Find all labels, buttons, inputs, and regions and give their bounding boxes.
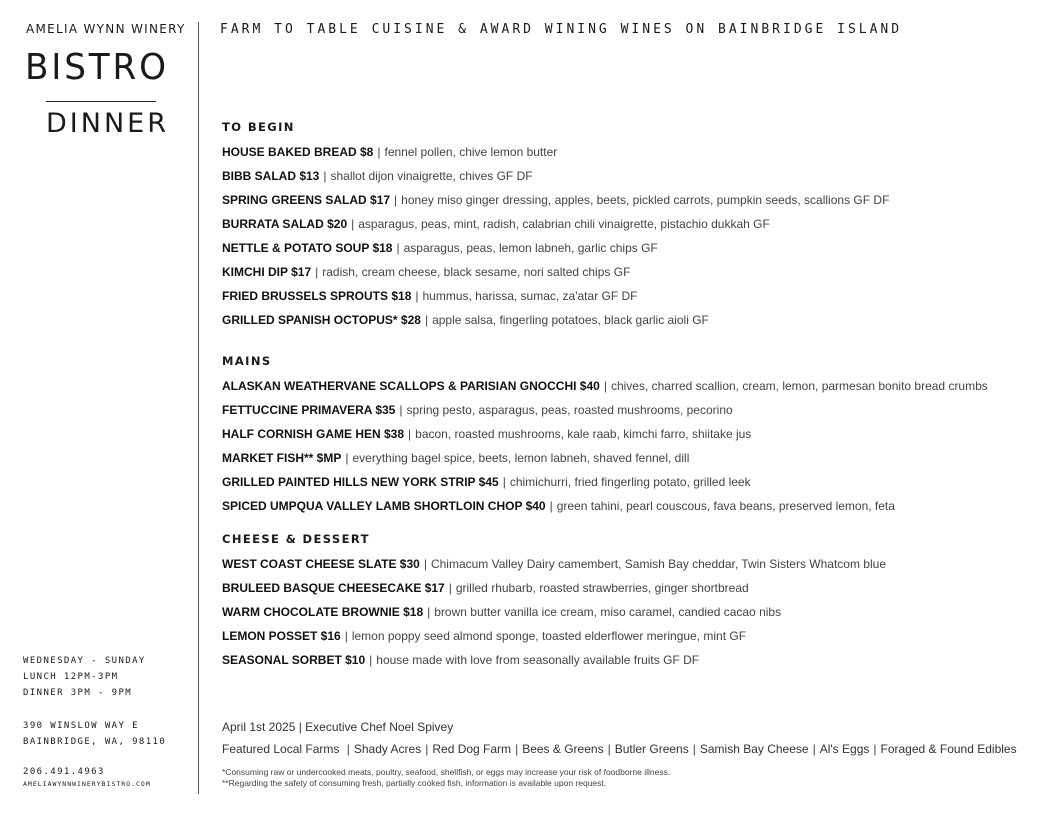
menu-item-name: SPRING GREENS SALAD $17 — [222, 193, 391, 207]
address-city: BAINBRIDGE, WA, 98110 — [23, 737, 167, 747]
menu-item — [222, 284, 1042, 308]
menu-item-name: HOUSE BAKED BREAD $8 — [222, 145, 374, 159]
section-gap — [222, 518, 1042, 530]
menu-item-description: chimichurri, fried fingerling potato, grilled leek — [509, 475, 751, 489]
farm-name: Shady Acres — [353, 742, 422, 756]
separator: | — [415, 289, 419, 303]
farms-label: Featured Local Farms — [222, 742, 340, 756]
menu-item-description: asparagus, peas, mint, radish, calabrian chili vinaigrette, pistachio dukkah GF — [358, 217, 770, 231]
hours-dinner: DINNER 3PM - 9PM — [23, 688, 133, 698]
separator: | — [423, 557, 427, 571]
menu-item-name: NETTLE & POTATO SOUP $18 — [222, 241, 393, 255]
menu-item — [222, 576, 1042, 600]
separator: | — [515, 742, 519, 756]
menu-item-description: asparagus, peas, lemon labneh, garlic chips GF — [403, 241, 658, 255]
menu-item — [222, 260, 1042, 284]
menu-item — [222, 164, 1042, 188]
separator: | — [603, 379, 607, 393]
menu-item-name: FETTUCCINE PRIMAVERA $35 — [222, 403, 396, 417]
brand-divider — [46, 101, 156, 102]
sidebar — [0, 0, 198, 816]
menu-item-description: shallot dijon vinaigrette, chives GF DF — [330, 169, 533, 183]
tagline: FARM TO TABLE CUISINE & AWARD WINING WINES ON BAINBRIDGE ISLAND — [220, 22, 903, 37]
contact-block — [23, 765, 151, 789]
menu-item-description: Chimacum Valley Dairy camembert, Samish Bay cheddar, Twin Sisters Whatcom blue — [430, 557, 886, 571]
menu-item — [222, 624, 1042, 648]
menu-item-description: brown butter vanilla ice cream, miso caramel, candied cacao nibs — [434, 605, 782, 619]
disclaimer-fish: **Regarding the safety of consuming fresh, partially cooked fish, information is available upon request. — [222, 778, 607, 788]
separator: | — [394, 193, 398, 207]
separator: | — [692, 742, 696, 756]
separator: | — [323, 169, 327, 183]
menu-item-name: MARKET FISH** $MP — [222, 451, 342, 465]
address-street: 390 WINSLOW WAY E — [23, 721, 139, 731]
menu-item — [222, 140, 1042, 164]
separator: | — [408, 427, 412, 441]
menu-item-name: SEASONAL SORBET $10 — [222, 653, 366, 667]
menu-item — [222, 188, 1042, 212]
menu-item — [222, 494, 1042, 518]
separator: | — [425, 742, 429, 756]
farm-name: Red Dog Farm — [432, 742, 512, 756]
separator: | — [812, 742, 816, 756]
menu-item-name: HALF CORNISH GAME HEN $38 — [222, 427, 405, 441]
menu-item-description: house made with love from seasonally available fruits GF DF — [376, 653, 700, 667]
menu-item — [222, 212, 1042, 236]
separator: | — [396, 241, 400, 255]
menu-item-description: bacon, roasted mushrooms, kale raab, kimchi farro, shiitake jus — [415, 427, 752, 441]
menu-item — [222, 374, 1042, 398]
menu-item-description: hummus, harissa, sumac, za'atar GF DF — [422, 289, 638, 303]
section-title: MAINS — [222, 354, 272, 368]
hours-block — [23, 653, 146, 701]
farm-name: Al's Eggs — [819, 742, 870, 756]
menu-item-name: GRILLED PAINTED HILLS NEW YORK STRIP $45 — [222, 475, 499, 489]
separator: | — [424, 313, 429, 327]
menu-item-description: honey miso ginger dressing, apples, beets, pickled carrots, pumpkin seeds, scallions GF DF — [401, 193, 890, 207]
menu-item-name: BURRATA SALAD $20 — [222, 217, 348, 231]
menu-item-name: BRULEED BASQUE CHEESECAKE $17 — [222, 581, 445, 595]
separator: | — [399, 403, 403, 417]
separator: | — [549, 499, 553, 513]
menu-item — [222, 422, 1042, 446]
menu-item — [222, 470, 1042, 494]
separator: | — [427, 605, 431, 619]
farm-name: Butler Greens — [614, 742, 689, 756]
separator: | — [315, 265, 319, 279]
menu-item-description: apple salsa, fingerling potatoes, black garlic aioli GF — [432, 313, 709, 327]
menu-item-name: BIBB SALAD $13 — [222, 169, 320, 183]
menu-item-description: grilled rhubarb, roasted strawberries, ginger shortbread — [455, 581, 749, 595]
hours-days: WEDNESDAY - SUNDAY — [23, 656, 146, 666]
separator: | — [369, 653, 373, 667]
separator: | — [346, 742, 350, 756]
menu-item-description: lemon poppy seed almond sponge, toasted elderflower meringue, mint GF — [351, 629, 747, 643]
menu-item-description: everything bagel spice, beets, lemon labneh, shaved fennel, dill — [352, 451, 690, 465]
separator: | — [607, 742, 611, 756]
address-block — [23, 718, 166, 750]
menu-item-description: spring pesto, asparagus, peas, roasted mushrooms, pecorino — [406, 403, 733, 417]
menu-item-description: radish, cream cheese, black sesame, nori salted chips GF — [322, 265, 631, 279]
menu-item — [222, 308, 1042, 332]
brand-logo-text: BISTRO — [25, 47, 169, 88]
menu-item — [222, 552, 1042, 576]
farm-name: Samish Bay Cheese — [699, 742, 809, 756]
menu-item-description: green tahini, pearl couscous, fava beans, preserved lemon, feta — [556, 499, 895, 513]
section-gap — [222, 332, 1042, 352]
separator: | — [502, 475, 506, 489]
farm-name: Bees & Greens — [522, 742, 604, 756]
menu-item — [222, 600, 1042, 624]
menu-item-description: fennel pollen, chive lemon butter — [384, 145, 558, 159]
menu-item — [222, 446, 1042, 470]
menu-type-title: DINNER — [46, 108, 169, 139]
menu-item-name: ALASKAN WEATHERVANE SCALLOPS & PARISIAN GNOCCHI $40 — [222, 379, 600, 393]
menu-body — [222, 118, 1042, 672]
menu-item-name: SPICED UMPQUA VALLEY LAMB SHORTLOIN CHOP $40 — [222, 499, 546, 513]
separator: | — [344, 629, 348, 643]
separator: | — [448, 581, 452, 595]
menu-item-name: GRILLED SPANISH OCTOPUS* $28 — [222, 313, 421, 327]
section-title: TO BEGIN — [222, 120, 295, 134]
hours-lunch: LUNCH 12PM-3PM — [23, 672, 119, 682]
section-title: CHEESE & DESSERT — [222, 532, 370, 546]
brand-name: AMELIA WYNN WINERY — [26, 22, 186, 36]
menu-item-description: chives, charred scallion, cream, lemon, parmesan bonito bread crumbs — [610, 379, 988, 393]
footer — [222, 716, 1042, 760]
separator: | — [377, 145, 381, 159]
separator: | — [351, 217, 355, 231]
website-link[interactable]: AMELIAWYNNWINERYBISTRO.COM — [23, 780, 151, 788]
featured-farms-line — [222, 738, 1042, 760]
disclaimer-notes — [222, 767, 670, 789]
phone-number[interactable]: 206.491.4963 — [23, 767, 105, 777]
menu-item-name: WEST COAST CHEESE SLATE $30 — [222, 557, 420, 571]
menu-item-name: LEMON POSSET $16 — [222, 629, 341, 643]
date-chef-line: April 1st 2025 | Executive Chef Noel Spivey — [222, 720, 454, 734]
menu-item-name: WARM CHOCOLATE BROWNIE $18 — [222, 605, 424, 619]
farm-name: Foraged & Found Edibles — [880, 742, 1017, 756]
vertical-divider — [198, 22, 199, 794]
separator: | — [873, 742, 877, 756]
separator: | — [345, 451, 349, 465]
menu-item — [222, 236, 1042, 260]
menu-item-name: FRIED BRUSSELS SPROUTS $18 — [222, 289, 412, 303]
menu-item-name: KIMCHI DIP $17 — [222, 265, 312, 279]
menu-item — [222, 398, 1042, 422]
disclaimer-raw: *Consuming raw or undercooked meats, poultry, seafood, shellfish, or eggs may increase your risk of foodborne illness. — [222, 767, 671, 777]
menu-item — [222, 648, 1042, 672]
